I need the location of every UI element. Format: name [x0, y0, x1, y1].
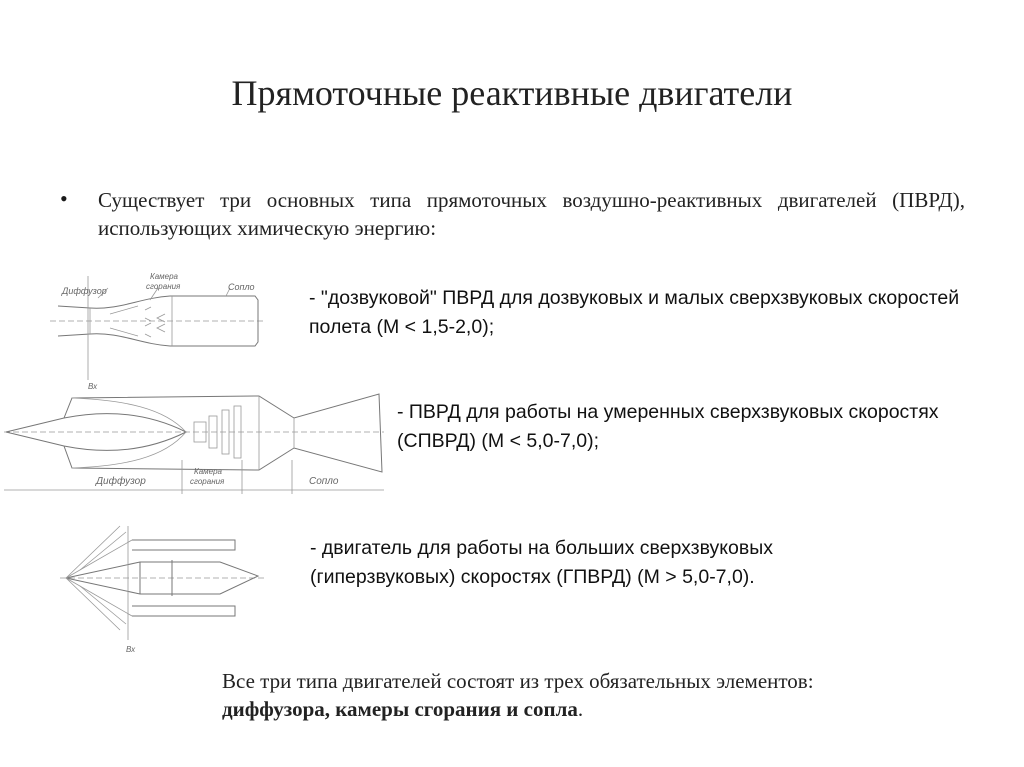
- bullet-icon: •: [60, 186, 68, 211]
- conclusion-intro: Все три типа двигателей состоят из трех обязательных элементов:: [222, 669, 814, 693]
- engine2-chamber-label-2: сгорания: [190, 477, 225, 486]
- engine2-nozzle-label: Сопло: [309, 476, 339, 487]
- conclusion-text: [222, 667, 982, 723]
- engine3-description: - двигатель для работы на больших сверхзвуковых (гиперзвуковых) скоростях (ГПВРД) (М > 5,0-7,0).: [310, 537, 773, 588]
- engine1-diffuser-label: Диффузор: [62, 286, 107, 296]
- engine1-inlet-label: Вх: [88, 382, 98, 391]
- engine1-chamber-label-1: Камера: [150, 272, 178, 281]
- intro-text: Существует три основных типа прямоточных воздушно-реактивных двигателей (ПВРД), использующих химическую энергию:: [98, 188, 965, 240]
- slide-title: Прямоточные реактивные двигатели: [231, 73, 793, 113]
- engine1-nozzle-label: Сопло: [228, 282, 255, 292]
- engine2-diffuser-label: Диффузор: [96, 476, 146, 487]
- subsonic-ramjet-diagram: [50, 270, 270, 390]
- supersonic-ramjet-diagram: [4, 388, 389, 498]
- engine3-inlet-label: Вх: [126, 645, 136, 654]
- engine1-chamber-label-2: сгорания: [146, 282, 181, 291]
- conclusion-elements: диффузора, камеры сгорания и сопла: [222, 697, 578, 721]
- engine2-description: - ПВРД для работы на умеренных сверхзвуковых скоростях (СПВРД) (М < 5,0-7,0);: [397, 401, 939, 452]
- engine1-description: - "дозвуковой" ПВРД для дозвуковых и малых сверхзвуковых скоростей полета (М < 1,5-2,0);: [309, 287, 960, 338]
- conclusion-end: .: [577, 697, 584, 721]
- engine2-chamber-label-1: Камера: [194, 467, 222, 476]
- hypersonic-ramjet-diagram: [60, 518, 270, 658]
